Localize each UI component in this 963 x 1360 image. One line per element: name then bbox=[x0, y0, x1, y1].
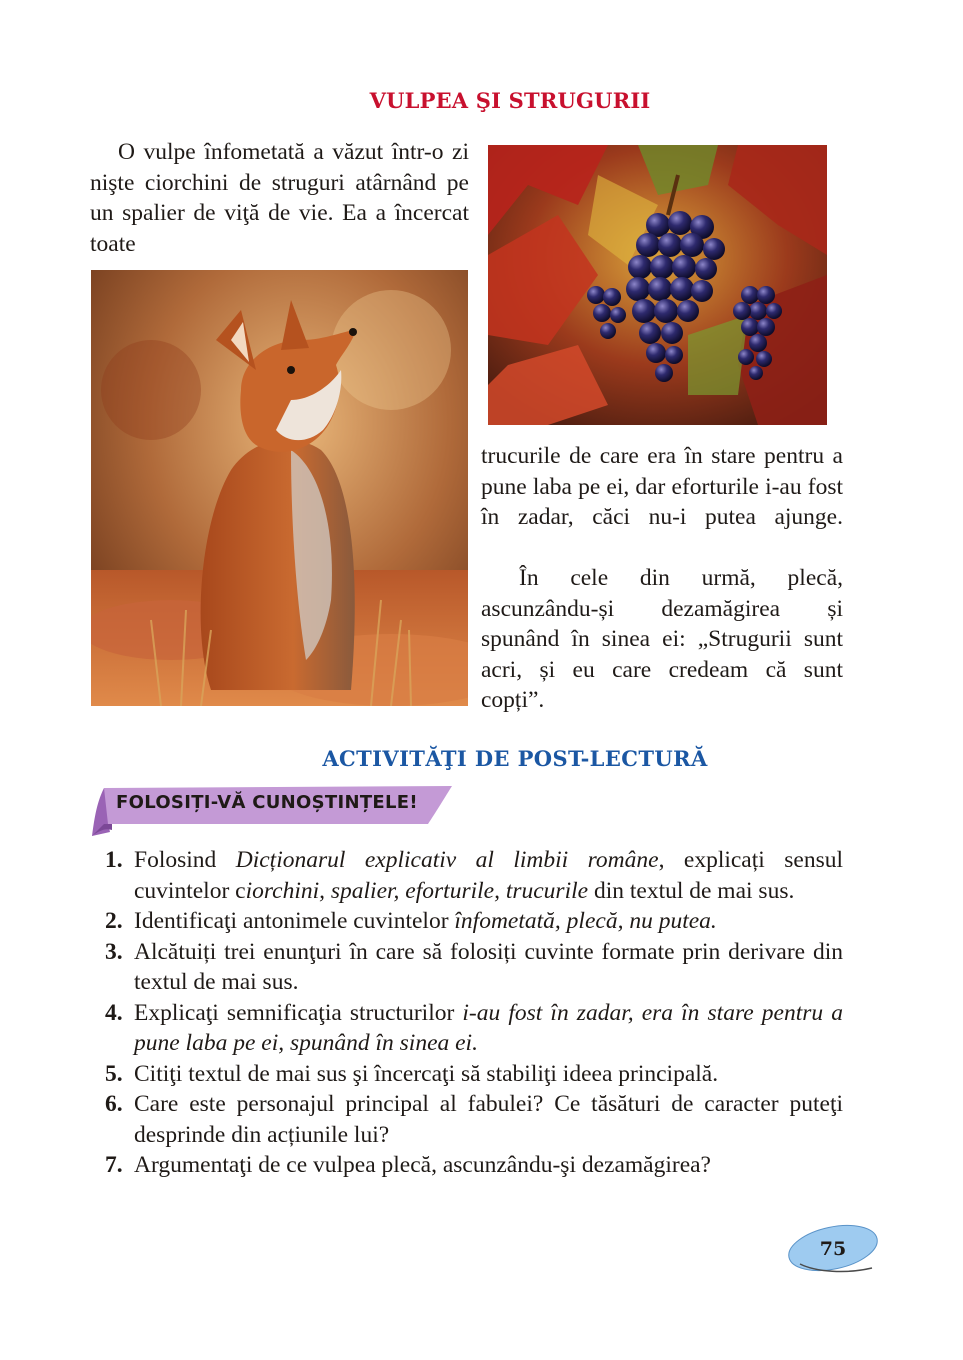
task-number: 7. bbox=[105, 1152, 123, 1178]
task-number: 4. bbox=[105, 999, 123, 1026]
task-text: Argumentaţi de ce vulpea plecă, ascunzându-şi dezamăgirea? bbox=[134, 1152, 711, 1178]
task-text-italic: înfometată, plecă, nu putea. bbox=[454, 908, 717, 934]
task-text: Explicaţi semnificaţia structurilor bbox=[134, 999, 463, 1026]
task-text: Care este personajul principal al fabulei? Ce tăsături de caracter puteţi desprinde din acțiunile lui? bbox=[134, 1091, 843, 1148]
task-text: Folosind bbox=[134, 847, 236, 873]
task-item bbox=[100, 1089, 843, 1150]
task-text: din textul de mai sus. bbox=[588, 877, 795, 904]
task-item bbox=[100, 1059, 843, 1090]
task-number: 5. bbox=[105, 1060, 123, 1087]
task-item bbox=[100, 937, 843, 998]
story-title: VULPEA ŞI STRUGURII bbox=[369, 88, 651, 113]
task-list bbox=[100, 845, 843, 1181]
section-title: ACTIVITĂŢI DE POST-LECTURĂ bbox=[322, 746, 708, 771]
task-text: Identificaţi antonimele cuvintelor bbox=[134, 908, 455, 934]
grapes-photo bbox=[488, 145, 827, 425]
task-text: Citiţi textul de mai sus şi încercaţi să stabiliţi ideea principală. bbox=[134, 1060, 719, 1087]
task-text-italic: iorchini, spalier, eforturile, trucurile bbox=[245, 877, 589, 904]
story-paragraph-1: O vulpe înfometată a văzut într-o zi nişte ciorchini de struguri atârnând pe un spalier de viţă de vie. Ea a încercat toate bbox=[90, 139, 469, 257]
task-number: 1. bbox=[105, 847, 123, 873]
story-paragraph-2: trucurile de care era în stare pentru a pune laba pe ei, dar eforturile i-au fost în zadar, căci nu-i putea ajunge. bbox=[481, 443, 843, 530]
task-item bbox=[100, 845, 843, 906]
fox-photo bbox=[91, 270, 468, 706]
fox-illustration bbox=[91, 270, 468, 706]
task-number: 6. bbox=[105, 1091, 123, 1117]
banner-label: FOLOSIȚI-VĂ CUNOȘTINȚELE! bbox=[116, 792, 418, 813]
grapes-illustration bbox=[488, 145, 827, 425]
task-item bbox=[100, 1150, 843, 1181]
task-text-italic: Dicționarul explicativ al limbii române bbox=[235, 847, 659, 873]
task-text: Alcătuiți trei enunţuri în care să folosiți cuvinte formate prin derivare din textul de mai sus. bbox=[134, 938, 843, 995]
task-number: 3. bbox=[105, 938, 123, 965]
page-number: 75 bbox=[819, 1238, 847, 1260]
story-paragraph-3: În cele din urmă, plecă, ascunzându-și dezamăgirea și spunând în sinea ei: „Strugurii sunt acri, și eu care credeam că sunt copți”. bbox=[481, 565, 843, 713]
task-text-italic: i-au fost în zadar, era în stare pentru a pune laba pe ei, spunând în sinea ei. bbox=[134, 999, 843, 1056]
task-item bbox=[100, 998, 843, 1059]
task-number: 2. bbox=[105, 908, 123, 934]
task-text: , explicați sensul cuvintelor c bbox=[134, 847, 843, 904]
task-item bbox=[100, 906, 843, 937]
